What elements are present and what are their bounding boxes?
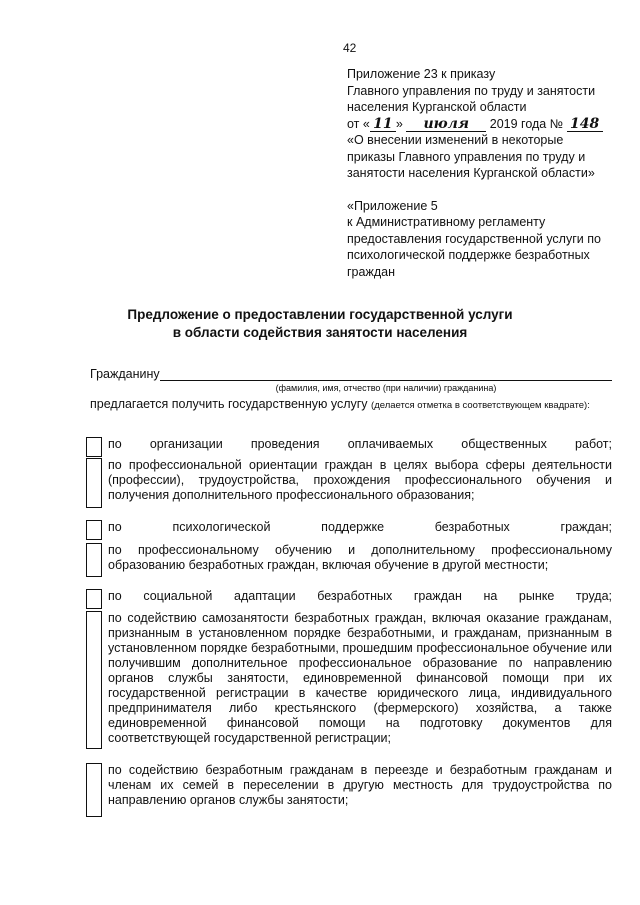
option-label: по профессиональной ориентации граждан в целях выбора сферы деятельности (профессии), трудоустройства, прохождения профессионального обучения и получения дополнительного профессионального образования; <box>108 458 612 502</box>
option-label: по психологической поддержке безработных граждан; <box>108 520 612 534</box>
citizen-name-field[interactable] <box>160 380 612 381</box>
offer-text: предлагается получить государственную услугу <box>90 397 368 411</box>
option-label: по содействию безработным гражданам в переезде и безработным гражданам и членам их семей в переселении в другую местность для трудоустройства по направлению органов службы занятости; <box>108 763 612 807</box>
appendix-line-1: Приложение 23 к приказу <box>347 67 496 81</box>
appendix-date-line <box>347 116 603 133</box>
date-month-handwritten: июля <box>406 118 486 132</box>
heading-line-2: в области содействия занятости населения <box>172 325 468 340</box>
document-heading <box>0 306 640 342</box>
date-year-text: 2019 года № <box>489 116 564 131</box>
offer-paragraph <box>90 397 612 413</box>
option-label: по профессиональному обучению и дополнительному профессиональному образованию безработных граждан, включая обучение в другой местности; <box>108 543 612 572</box>
sub-appendix-line-2: к Административному регламенту <box>347 215 546 229</box>
option-label: по содействию самозанятости безработных граждан, включая оказание гражданам, признанным в установленном порядке безработными, и гражданам, признанным в установленном порядке безработными, прошедшим профессиональное обучение или получившим дополнительное профессиональное образование по направлению органов службы занятости, единовременной финансовой помощи при их государственной регистрации в качестве юридического лица, индивидуального предпринимателя либо крестьянского (фермерского) хозяйства, а также единовременной финансовой помощи на подготовку документов для соответствующей государственной регистрации; <box>108 611 612 745</box>
citizen-field-caption: (фамилия, имя, отчество (при наличии) гражданина) <box>275 383 497 393</box>
option-label: по социальной адаптации безработных граждан на рынке труда; <box>108 589 612 603</box>
option-label: по организации проведения оплачиваемых общественных работ; <box>108 437 612 451</box>
appendix-line-5: «О внесении изменений в некоторые <box>347 133 564 147</box>
checkbox-self-employment[interactable] <box>86 611 102 749</box>
date-separator: » <box>395 116 403 131</box>
checkbox-relocation[interactable] <box>86 763 102 817</box>
date-day-handwritten: 11 <box>370 118 396 132</box>
appendix-line-6: приказы Главного управления по труду и <box>347 149 586 164</box>
checkbox-psychological-support[interactable] <box>86 520 102 540</box>
checkbox-career-guidance[interactable] <box>86 458 102 508</box>
appendix-line-7: занятости населения Курганской области» <box>347 166 595 180</box>
checkbox-social-adaptation[interactable] <box>86 589 102 609</box>
sub-appendix-line-4: психологической поддержке безработных <box>347 248 590 262</box>
appendix-line-2: Главного управления по труду и занятости <box>347 83 596 98</box>
appendix-line-3: населения Курганской области <box>347 100 527 114</box>
checkbox-professional-training[interactable] <box>86 543 102 577</box>
offer-note: (делается отметка в соответствующем квадрате): <box>371 400 590 411</box>
sub-appendix-line-3: предоставления государственной услуги по <box>347 231 601 246</box>
sub-appendix-line-1: «Приложение 5 <box>347 198 438 213</box>
order-number-handwritten: 148 <box>567 118 603 132</box>
citizen-label: Гражданину <box>90 367 160 381</box>
heading-line-1: Предложение о предоставлении государственной услуги <box>127 307 513 322</box>
appendix-block <box>347 66 603 280</box>
date-prefix: от « <box>347 116 370 131</box>
checkbox-public-works[interactable] <box>86 437 102 457</box>
page-number: 42 <box>343 41 357 55</box>
sub-appendix-line-5: граждан <box>347 264 395 279</box>
